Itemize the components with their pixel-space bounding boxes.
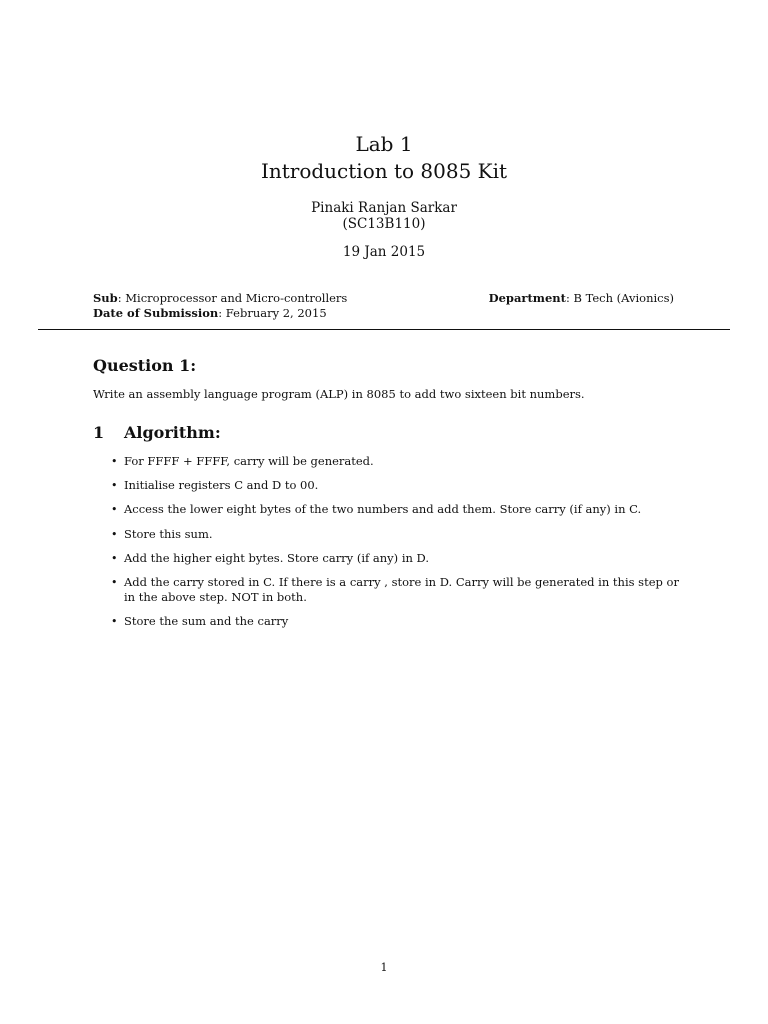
submission-value: : February 2, 2015 xyxy=(218,306,327,320)
subject-value: : Microprocessor and Micro-controllers xyxy=(117,291,348,305)
list-item xyxy=(108,614,688,629)
department-label: Department xyxy=(488,291,566,305)
list-item-text: For FFFF + FFFF, carry will be generated. xyxy=(124,454,374,468)
department-line xyxy=(489,291,674,306)
list-item-text: Initialise registers C and D to 00. xyxy=(124,478,319,493)
question-heading: Question 1: xyxy=(93,356,197,375)
author-id: (SC13B110) xyxy=(342,216,426,232)
list-item xyxy=(108,551,688,566)
list-item xyxy=(108,478,688,493)
list-item xyxy=(108,575,688,605)
list-item xyxy=(108,454,688,469)
document-date: 19 Jan 2015 xyxy=(342,244,426,260)
bullet-icon: • xyxy=(111,455,118,468)
algorithm-list xyxy=(108,454,688,638)
bullet-icon: • xyxy=(111,479,118,493)
subject-label: Sub xyxy=(93,291,118,305)
page-number: 1 xyxy=(380,961,388,974)
bullet-icon: • xyxy=(111,615,118,629)
bullet-icon: • xyxy=(111,551,118,565)
title-line-1: Lab 1 xyxy=(355,132,413,156)
author-name: Pinaki Ranjan Sarkar xyxy=(311,200,457,216)
subject-line xyxy=(93,291,347,306)
list-item-text: Add the carry stored in C. If there is a carry , store in D. Carry will be generated in this step or in the above step. NOT in both. xyxy=(124,574,679,604)
submission-line xyxy=(93,306,327,321)
header-divider xyxy=(38,329,730,330)
list-item xyxy=(108,502,688,517)
list-item-text: Store this sum. xyxy=(124,526,213,541)
submission-label: Date of Submission xyxy=(93,306,219,320)
list-item-text: Add the higher eight bytes. Store carry (if any) in D. xyxy=(124,550,430,565)
section-title: Algorithm: xyxy=(124,423,221,442)
bullet-icon: • xyxy=(111,575,118,589)
section-number: 1 xyxy=(93,423,105,442)
department-value: : B Tech (Avionics) xyxy=(565,291,674,305)
bullet-icon: • xyxy=(111,527,118,541)
title-line-2: Introduction to 8085 Kit xyxy=(260,159,508,183)
question-text: Write an assembly language program (ALP) in 8085 to add two sixteen bit numbers. xyxy=(93,387,585,401)
list-item-text: Store the sum and the carry xyxy=(124,614,289,629)
list-item xyxy=(108,527,688,542)
list-item-text: Access the lower eight bytes of the two numbers and add them. Store carry (if any) in C. xyxy=(124,502,642,517)
bullet-icon: • xyxy=(111,503,118,517)
